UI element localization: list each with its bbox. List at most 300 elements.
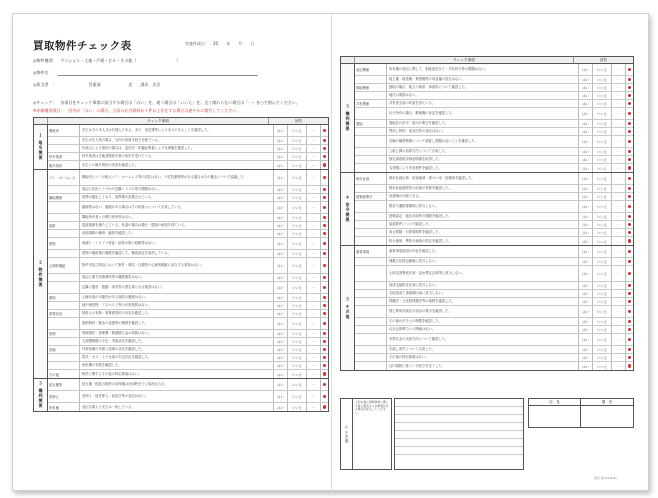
answer-dash[interactable]: － xyxy=(307,294,321,301)
answer-yes[interactable]: はい xyxy=(274,330,288,337)
answer-dash[interactable]: － xyxy=(612,173,626,184)
answer-no[interactable]: いいえ xyxy=(593,84,612,91)
red-mark-dot xyxy=(628,292,631,295)
answer-dash[interactable]: － xyxy=(612,246,626,257)
answer-dash[interactable]: － xyxy=(612,346,626,353)
answer-yes[interactable]: はい xyxy=(274,250,288,257)
answer-no[interactable]: いいえ xyxy=(288,137,307,144)
checklist-row xyxy=(355,221,633,229)
answer-yes[interactable]: はい xyxy=(579,346,593,353)
check-item-text: 所有権の登記に関して、相続登記未了・共有持分等の問題はない。 xyxy=(387,64,579,75)
answer-no[interactable]: いいえ xyxy=(288,338,307,345)
answer-no[interactable]: いいえ xyxy=(288,330,307,337)
answer-no[interactable]: いいえ xyxy=(593,282,612,289)
checklist-row xyxy=(48,338,328,346)
red-mark-cell xyxy=(321,294,328,301)
answer-no[interactable]: いいえ xyxy=(593,237,612,245)
answer-dash[interactable]: － xyxy=(612,164,626,172)
answer-no[interactable]: いいえ xyxy=(593,266,612,281)
answer-dash[interactable]: － xyxy=(612,290,626,297)
answer-yes[interactable]: はい xyxy=(274,230,288,237)
answer-dash[interactable]: － xyxy=(612,354,626,361)
answer-dash[interactable]: － xyxy=(612,193,626,200)
check-item-name xyxy=(48,338,80,345)
answer-yes[interactable]: はい xyxy=(274,214,288,221)
answer-no[interactable]: いいえ xyxy=(593,306,612,317)
answer-no[interactable]: いいえ xyxy=(288,125,307,136)
answer-dash[interactable]: － xyxy=(612,136,626,147)
answer-yes[interactable]: はい xyxy=(274,202,288,213)
red-mark-dot xyxy=(628,320,631,323)
answer-yes[interactable]: はい xyxy=(579,164,593,172)
answer-yes[interactable]: はい xyxy=(274,370,288,378)
answer-dash[interactable]: － xyxy=(307,354,321,361)
answer-no[interactable]: いいえ xyxy=(593,128,612,135)
checklist-row xyxy=(355,173,633,185)
answer-yes[interactable]: はい xyxy=(274,354,288,361)
answer-yes[interactable]: はい xyxy=(274,338,288,345)
answer-yes[interactable]: はい xyxy=(579,148,593,155)
checklist-row xyxy=(48,145,328,153)
answer-yes[interactable]: はい xyxy=(579,84,593,91)
check-item-name xyxy=(48,214,80,221)
answer-yes[interactable]: はい xyxy=(274,137,288,144)
answer-no[interactable]: いいえ xyxy=(593,246,612,257)
answer-yes[interactable]: はい xyxy=(579,92,593,99)
answer-no[interactable]: いいえ xyxy=(593,148,612,155)
answer-yes[interactable]: はい xyxy=(579,318,593,325)
answer-yes[interactable]: はい xyxy=(274,153,288,160)
answer-yes[interactable]: はい xyxy=(274,379,288,390)
answer-yes[interactable]: はい xyxy=(274,318,288,329)
answer-dash[interactable]: － xyxy=(307,214,321,221)
check-item-name xyxy=(355,237,387,245)
red-mark-cell xyxy=(626,221,633,228)
answer-yes[interactable]: はい xyxy=(579,120,593,127)
answer-no[interactable]: いいえ xyxy=(593,326,612,333)
answer-yes[interactable]: はい xyxy=(579,213,593,220)
answer-yes[interactable]: はい xyxy=(579,362,593,370)
answer-no[interactable]: いいえ xyxy=(288,222,307,229)
answer-dash[interactable]: － xyxy=(612,237,626,245)
answer-yes[interactable]: はい xyxy=(579,334,593,345)
answer-dash[interactable]: － xyxy=(612,92,626,99)
check-item-text: 宅地造成工事規制区域に該当しない。 xyxy=(387,290,579,297)
answer-yes[interactable]: はい xyxy=(274,258,288,273)
check-item-text: 造成宅地防災区域に該当しない。 xyxy=(387,282,579,289)
answer-no[interactable]: いいえ xyxy=(593,229,612,236)
answer-yes[interactable]: はい xyxy=(274,161,288,169)
answer-no[interactable]: いいえ xyxy=(593,258,612,265)
check-item-text: 雨漏り・シロアリ被害・給排水管の故障等はない。 xyxy=(80,238,274,249)
answer-yes[interactable]: はい xyxy=(579,108,593,119)
answer-no[interactable]: いいえ xyxy=(593,164,612,172)
group-label: ２ 物件関係 xyxy=(34,170,48,378)
checklist-row xyxy=(48,379,328,391)
answer-no[interactable]: いいえ xyxy=(288,202,307,213)
answer-no[interactable]: いいえ xyxy=(593,318,612,325)
answer-yes[interactable]: はい xyxy=(274,294,288,301)
checklist-table-right xyxy=(340,56,634,371)
answer-dash[interactable]: － xyxy=(307,346,321,353)
answer-yes[interactable]: はい xyxy=(579,128,593,135)
checklist-row xyxy=(355,354,633,362)
answer-yes[interactable]: はい xyxy=(579,237,593,245)
notes-writing-area[interactable] xyxy=(394,398,524,470)
answer-no[interactable]: いいえ xyxy=(593,173,612,184)
answer-yes[interactable]: はい xyxy=(579,306,593,317)
check-item-name xyxy=(48,318,80,329)
checklist-row xyxy=(355,229,633,237)
answer-yes[interactable]: はい xyxy=(274,302,288,309)
answer-yes[interactable]: はい xyxy=(579,221,593,228)
answer-dash[interactable]: － xyxy=(612,128,626,135)
answer-no[interactable]: いいえ xyxy=(288,186,307,193)
answer-no[interactable]: いいえ xyxy=(593,193,612,200)
red-mark-dot xyxy=(628,158,631,161)
answer-no[interactable]: いいえ xyxy=(288,214,307,221)
answer-yes[interactable]: はい xyxy=(579,76,593,83)
answer-yes[interactable]: はい xyxy=(579,298,593,305)
red-mark-cell xyxy=(626,173,633,184)
answer-yes[interactable]: はい xyxy=(579,282,593,289)
checklist-row xyxy=(48,346,328,354)
answer-dash[interactable]: － xyxy=(307,330,321,337)
answer-yes[interactable]: はい xyxy=(579,193,593,200)
checklist-row xyxy=(355,282,633,290)
answer-yes[interactable]: はい xyxy=(579,326,593,333)
answer-yes[interactable]: はい xyxy=(274,282,288,293)
check-item-text: 周辺に暴力団事務所等の嫌悪施設はない。 xyxy=(80,274,274,281)
check-item-name: 心理的瑕疵 xyxy=(48,258,80,273)
check-item-text: 大規模修繕の予定・実施状況を確認した。 xyxy=(80,338,274,345)
check-item-name: 設備 xyxy=(48,346,80,353)
answer-no[interactable]: いいえ xyxy=(288,153,307,160)
answer-dash[interactable]: － xyxy=(307,362,321,369)
answer-no[interactable]: いいえ xyxy=(288,282,307,293)
answer-dash[interactable]: － xyxy=(307,202,321,213)
checklist-group xyxy=(34,125,329,170)
answer-yes[interactable]: はい xyxy=(579,136,593,147)
red-mark-dot xyxy=(628,177,631,180)
answer-dash[interactable]: － xyxy=(612,148,626,155)
red-mark-dot xyxy=(628,150,631,153)
answer-yes[interactable]: はい xyxy=(579,290,593,297)
red-mark-dot xyxy=(628,94,631,97)
answer-no[interactable]: いいえ xyxy=(288,258,307,273)
notes-line xyxy=(395,423,523,431)
answer-no[interactable]: いいえ xyxy=(593,334,612,345)
check-item-name xyxy=(355,92,387,99)
answer-no[interactable]: いいえ xyxy=(593,108,612,119)
red-mark-cell xyxy=(626,354,633,361)
answer-no[interactable]: いいえ xyxy=(288,379,307,390)
answer-yes[interactable]: はい xyxy=(579,201,593,212)
answer-dash[interactable]: － xyxy=(307,153,321,160)
group-rows xyxy=(48,379,328,411)
check-item-text: その他の法令上の制限を確認した。 xyxy=(387,318,579,325)
answer-yes[interactable]: はい xyxy=(579,258,593,265)
answer-dash[interactable]: － xyxy=(612,282,626,289)
red-mark-cell xyxy=(626,201,633,212)
answer-yes[interactable]: はい xyxy=(274,391,288,402)
answer-yes[interactable]: はい xyxy=(274,346,288,353)
answer-no[interactable]: いいえ xyxy=(593,156,612,163)
answer-no[interactable]: いいえ xyxy=(288,250,307,257)
answer-yes[interactable]: はい xyxy=(274,362,288,369)
checklist-row xyxy=(355,306,633,318)
answer-dash[interactable]: － xyxy=(612,100,626,107)
answer-dash[interactable]: － xyxy=(307,338,321,345)
checklist-row xyxy=(48,370,328,378)
answer-no[interactable]: いいえ xyxy=(593,185,612,192)
answer-yes[interactable]: はい xyxy=(274,125,288,136)
check-item-text: 物件内及び周辺において事件・事故・自殺等の心理的瑕疵に該当する事象はない。 xyxy=(80,258,274,273)
answer-no[interactable]: いいえ xyxy=(288,302,307,309)
check-item-name xyxy=(355,148,387,155)
red-mark-cell xyxy=(626,237,633,245)
answer-no[interactable]: いいえ xyxy=(288,354,307,361)
answer-dash[interactable]: － xyxy=(307,194,321,201)
answer-dash[interactable]: － xyxy=(307,391,321,402)
answer-dash[interactable]: － xyxy=(307,318,321,329)
answer-no[interactable]: いいえ xyxy=(288,346,307,353)
answer-dash[interactable]: － xyxy=(612,108,626,119)
answer-no[interactable]: いいえ xyxy=(593,64,612,75)
stamp-cell-section-manager[interactable] xyxy=(581,406,633,427)
answer-no[interactable]: いいえ xyxy=(593,136,612,147)
check-item-text: 地中埋設物・アスベスト等の有害物質はない。 xyxy=(80,302,274,309)
answer-no[interactable]: いいえ xyxy=(593,346,612,353)
answer-yes[interactable]: はい xyxy=(274,145,288,152)
answer-no[interactable]: いいえ xyxy=(288,370,307,378)
answer-dash[interactable]: － xyxy=(307,274,321,281)
checklist-group xyxy=(34,170,329,379)
answer-no[interactable]: いいえ xyxy=(288,274,307,281)
answer-dash[interactable]: － xyxy=(307,302,321,309)
answer-no[interactable]: いいえ xyxy=(593,100,612,107)
answer-dash[interactable]: － xyxy=(612,306,626,317)
answer-no[interactable]: いいえ xyxy=(288,362,307,369)
red-mark-cell xyxy=(321,310,328,317)
answer-no[interactable]: いいえ xyxy=(593,354,612,361)
answer-yes[interactable]: はい xyxy=(274,403,288,411)
check-item-name xyxy=(48,282,80,293)
answer-dash[interactable]: － xyxy=(612,229,626,236)
red-mark-cell xyxy=(321,379,328,390)
answer-dash[interactable]: － xyxy=(612,326,626,333)
red-mark-dot xyxy=(628,310,631,313)
answer-no[interactable]: いいえ xyxy=(593,362,612,370)
answer-no[interactable]: いいえ xyxy=(288,230,307,237)
answer-yes[interactable]: はい xyxy=(579,354,593,361)
answer-dash[interactable]: － xyxy=(307,310,321,317)
answer-dash[interactable]: － xyxy=(307,403,321,411)
answer-dash[interactable]: － xyxy=(612,120,626,127)
answer-dash[interactable]: － xyxy=(612,213,626,220)
right-page xyxy=(332,14,650,492)
check-item-name xyxy=(355,282,387,289)
notes-line xyxy=(395,415,523,423)
check-item-name xyxy=(355,258,387,265)
answer-yes[interactable]: はい xyxy=(274,238,288,249)
red-mark-dot xyxy=(628,68,631,71)
answer-dash[interactable]: － xyxy=(307,230,321,237)
answer-dash[interactable]: － xyxy=(612,362,626,370)
answer-no[interactable]: いいえ xyxy=(593,298,612,305)
checklist-row xyxy=(355,266,633,282)
property-name-field xyxy=(33,70,258,76)
answer-dash[interactable]: － xyxy=(307,238,321,249)
answer-no[interactable]: いいえ xyxy=(288,170,307,185)
check-item-text: 区分所有の場合、敷地権の登記を確認した。 xyxy=(387,108,579,119)
checklist-row xyxy=(355,258,633,266)
answer-dash[interactable]: － xyxy=(612,298,626,305)
checklist-row xyxy=(48,230,328,238)
answer-yes[interactable]: はい xyxy=(579,246,593,257)
checklist-row xyxy=(355,213,633,221)
check-item-text: 高さ制限・日影規制等を確認した。 xyxy=(387,229,579,236)
answer-dash[interactable]: － xyxy=(307,145,321,152)
check-item-name xyxy=(355,298,387,305)
answer-dash[interactable]: － xyxy=(612,185,626,192)
red-mark-cell xyxy=(321,186,328,193)
answer-no[interactable]: いいえ xyxy=(593,76,612,83)
checklist-row xyxy=(48,391,328,403)
answer-yes[interactable]: はい xyxy=(579,156,593,163)
check-item-text: 売主との媒介契約の内容を確認した。 xyxy=(80,161,274,169)
answer-dash[interactable]: － xyxy=(307,222,321,229)
answer-yes[interactable]: はい xyxy=(274,222,288,229)
check-item-text: 建物の増改築の履歴を確認した。検査済証を取得している。 xyxy=(80,250,274,257)
red-mark-dot xyxy=(628,260,631,263)
answer-dash[interactable]: － xyxy=(612,318,626,325)
answer-dash[interactable]: － xyxy=(307,282,321,293)
answer-no[interactable]: いいえ xyxy=(288,161,307,169)
red-mark-cell xyxy=(626,84,633,91)
answer-no[interactable]: いいえ xyxy=(288,145,307,152)
red-mark-dot xyxy=(628,215,631,218)
warning-note: ※赤線種別項目： 回答が「はい」の場合、当該の社内資料が１件以上存在する場合は速やかに報告してください。 xyxy=(33,108,241,113)
answer-yes[interactable]: はい xyxy=(274,194,288,201)
check-item-text: 反社会的勢力との関係はない。 xyxy=(387,326,579,333)
answer-yes[interactable]: はい xyxy=(274,170,288,185)
answer-dash[interactable]: － xyxy=(612,258,626,265)
answer-dash[interactable]: － xyxy=(307,258,321,273)
answer-yes[interactable]: はい xyxy=(274,186,288,193)
checklist-row xyxy=(355,298,633,306)
answer-yes[interactable]: はい xyxy=(274,274,288,281)
red-mark-cell xyxy=(626,193,633,200)
answer-yes[interactable]: はい xyxy=(579,173,593,184)
checklist-row xyxy=(355,334,633,346)
answer-dash[interactable]: － xyxy=(612,76,626,83)
checklist-group xyxy=(341,173,634,246)
answer-no[interactable]: いいえ xyxy=(593,213,612,220)
answer-dash[interactable]: － xyxy=(307,186,321,193)
answer-no[interactable]: いいえ xyxy=(288,310,307,317)
property-name-label: ◎物件名 ： xyxy=(33,70,57,75)
answer-yes[interactable]: はい xyxy=(579,64,593,75)
answer-no[interactable]: いいえ xyxy=(593,221,612,228)
answer-yes[interactable]: はい xyxy=(579,185,593,192)
red-mark-cell xyxy=(626,64,633,75)
answer-dash[interactable]: － xyxy=(612,334,626,345)
answer-dash[interactable]: － xyxy=(307,125,321,136)
answer-no[interactable]: いいえ xyxy=(593,201,612,212)
checklist-row xyxy=(355,148,633,156)
answer-dash[interactable]: － xyxy=(612,84,626,91)
answer-dash[interactable]: － xyxy=(612,201,626,212)
red-mark-cell xyxy=(321,391,328,402)
group-label: ４ 法令関係 xyxy=(341,173,355,245)
checklist-row xyxy=(355,193,633,201)
answer-no[interactable]: いいえ xyxy=(288,391,307,402)
red-mark-cell xyxy=(626,108,633,119)
group-rows xyxy=(355,64,633,172)
red-mark-dot xyxy=(628,239,631,242)
check-item-name xyxy=(355,334,387,345)
check-item-text: 越境物はない。越境がある場合はその取扱いについて合意している。 xyxy=(80,202,274,213)
red-mark-dot xyxy=(323,242,326,245)
answer-no[interactable]: いいえ xyxy=(288,318,307,329)
answer-no[interactable]: いいえ xyxy=(288,194,307,201)
check-item-name xyxy=(355,290,387,297)
red-mark-cell xyxy=(321,222,328,229)
answer-no[interactable]: いいえ xyxy=(288,403,307,411)
answer-dash[interactable]: － xyxy=(307,170,321,185)
red-mark-dot xyxy=(323,163,326,166)
red-mark-cell xyxy=(626,282,633,289)
red-mark-dot xyxy=(323,232,326,235)
answer-no[interactable]: いいえ xyxy=(288,238,307,249)
answer-dash[interactable]: － xyxy=(307,250,321,257)
check-item-name xyxy=(355,76,387,83)
check-item-text: 都市計画区域・用途地域・建ぺい率・容積率を確認した。 xyxy=(387,173,579,184)
group-rows xyxy=(355,246,633,370)
red-mark-cell xyxy=(626,246,633,257)
checklist-row xyxy=(355,108,633,120)
answer-dash[interactable]: － xyxy=(307,161,321,169)
answer-dash[interactable]: － xyxy=(307,370,321,378)
checklist-row xyxy=(355,100,633,108)
answer-dash[interactable]: － xyxy=(307,379,321,390)
answer-dash[interactable]: － xyxy=(307,137,321,144)
document-sheet xyxy=(12,13,649,491)
check-item-name xyxy=(355,128,387,135)
answer-dash[interactable]: － xyxy=(612,156,626,163)
stamp-cell-store-manager[interactable] xyxy=(529,406,581,427)
answer-dash[interactable]: － xyxy=(612,221,626,228)
answer-dash[interactable]: － xyxy=(612,266,626,281)
checklist-group xyxy=(341,64,634,173)
answer-yes[interactable]: はい xyxy=(579,100,593,107)
answer-dash[interactable]: － xyxy=(612,64,626,75)
group-label: ３ 権利関係 xyxy=(341,64,355,172)
answer-no[interactable]: いいえ xyxy=(288,294,307,301)
answer-no[interactable]: いいえ xyxy=(593,120,612,127)
checklist-row xyxy=(48,214,328,222)
answer-yes[interactable]: はい xyxy=(579,266,593,281)
answer-no[interactable]: いいえ xyxy=(593,290,612,297)
answer-no[interactable]: いいえ xyxy=(593,92,612,99)
answer-yes[interactable]: はい xyxy=(274,310,288,317)
red-mark-dot xyxy=(323,356,326,359)
red-mark-dot xyxy=(628,272,631,275)
check-item-name: 建築基準法 xyxy=(355,193,387,200)
red-mark-dot xyxy=(323,196,326,199)
answer-yes[interactable]: はい xyxy=(579,229,593,236)
